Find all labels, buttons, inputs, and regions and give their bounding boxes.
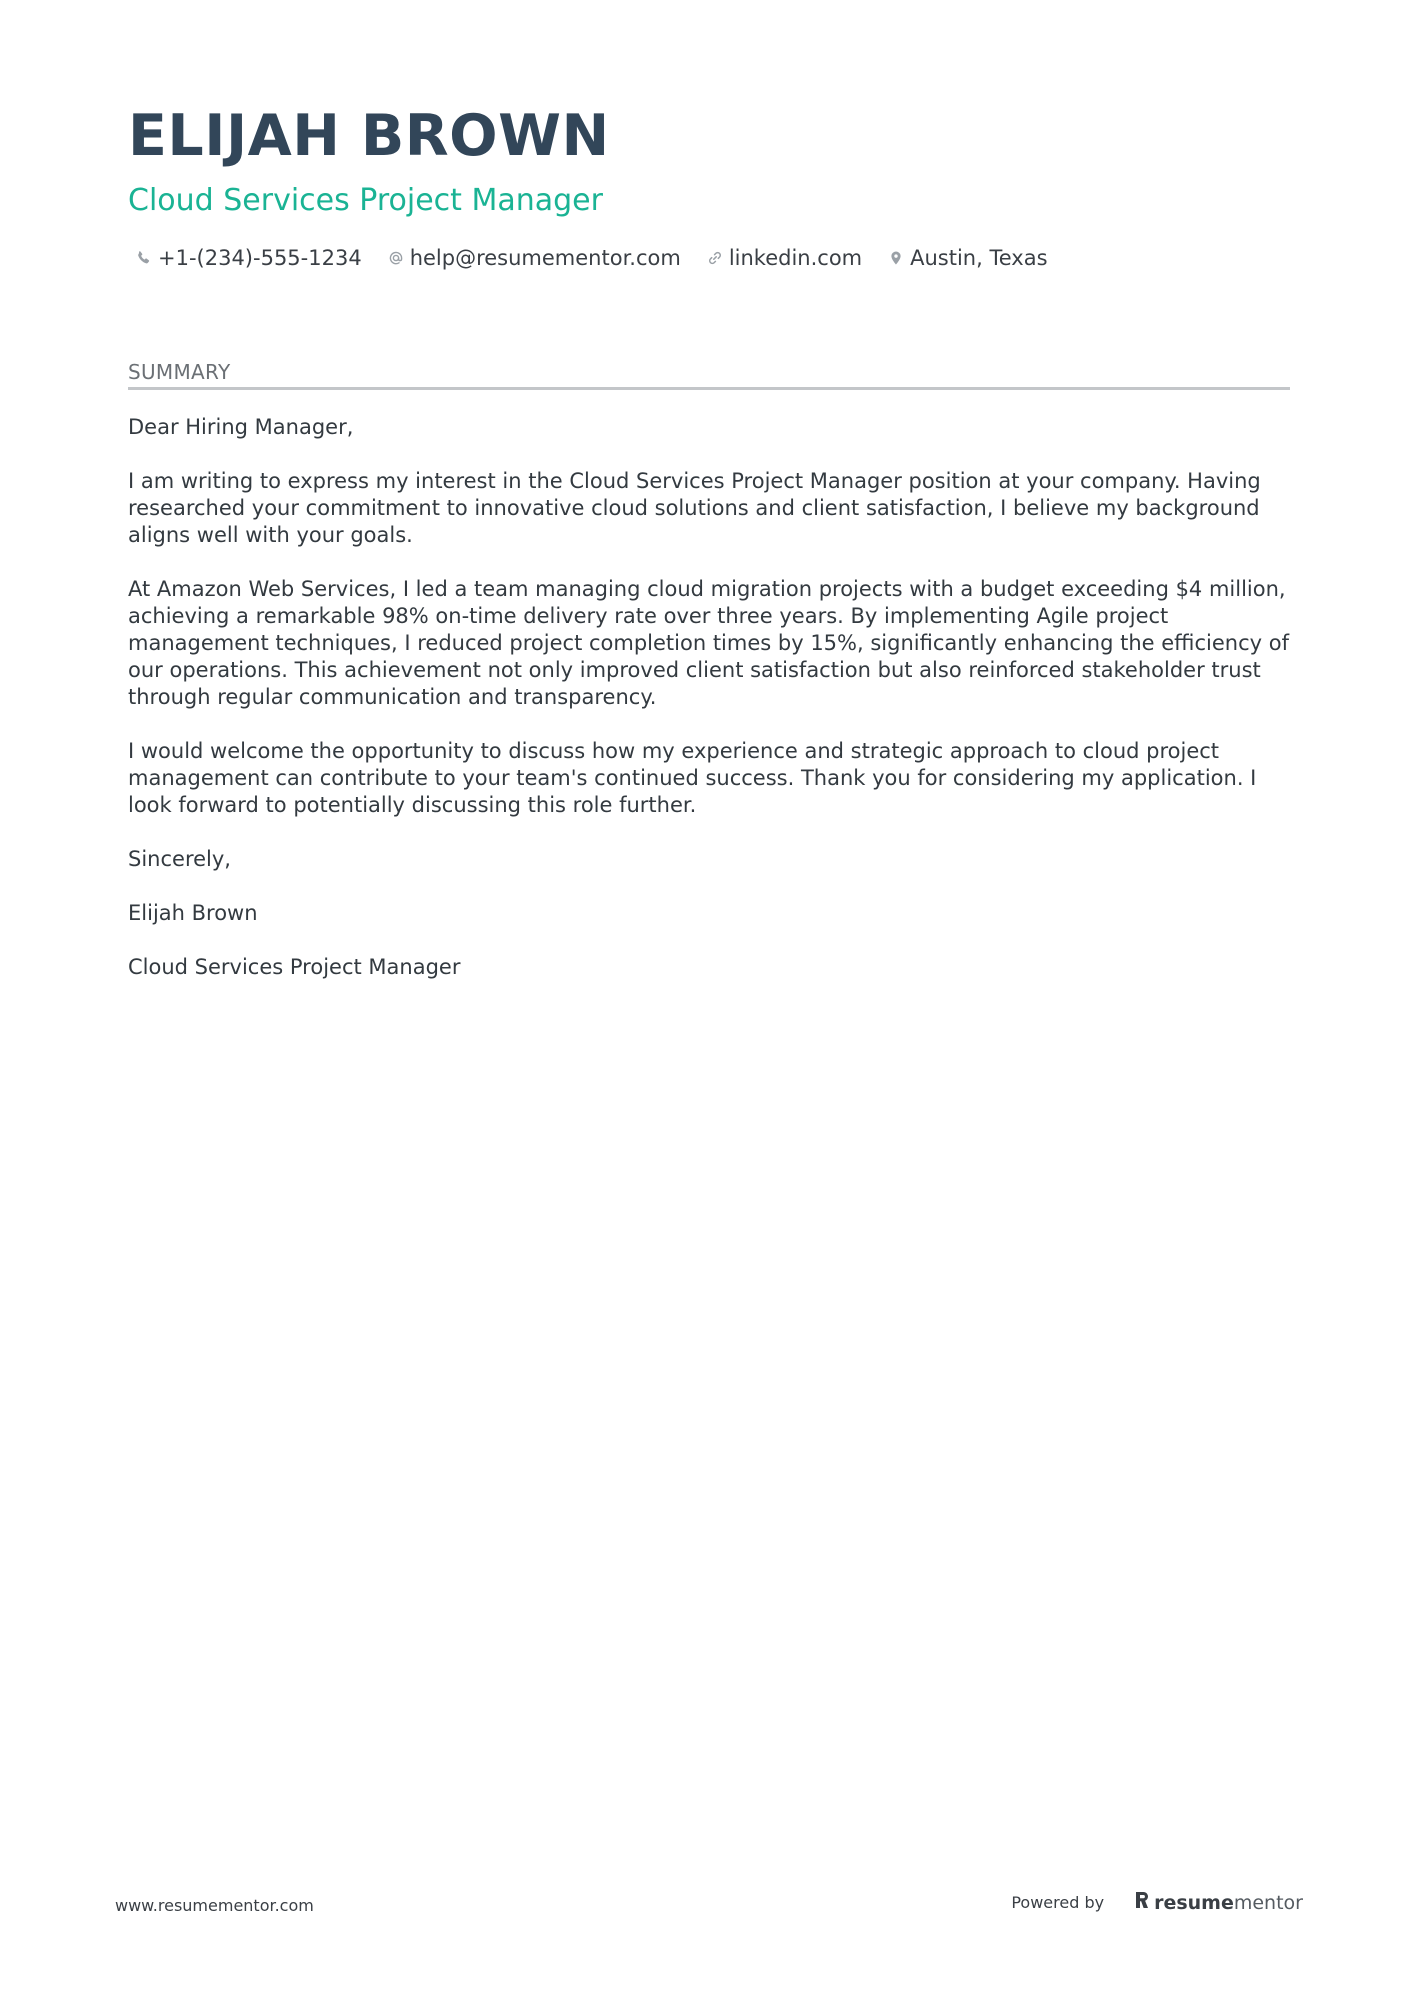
letter-paragraph: At Amazon Web Services, I led a team managing cloud migration projects with a budget exceeding $4 million, achieving a remarkable 98% on-time delivery rate over three years. By implementing Agile project management techniques, I reduced project completion times by 15%, significantly enhancing the efficiency of our operations. This achievement not only improved client satisfaction but also reinforced stakeholder trust through regular communication and transparency. (128, 577, 1289, 709)
map-pin-icon (888, 250, 904, 266)
signature-title: Cloud Services Project Manager (128, 955, 461, 979)
location-text: Austin, Texas (910, 246, 1048, 270)
email-text: help@resumementor.com (409, 246, 681, 270)
brand-name-light: mentor (1233, 1891, 1303, 1914)
applicant-name: ELIJAH BROWN (128, 103, 610, 169)
letter-greeting: Dear Hiring Manager, (128, 415, 354, 439)
letter-paragraph: I would welcome the opportunity to discuss how my experience and strategic approach to cloud project management can contribute to your team's continued success. Thank you for considering my application. I look forward to potentially discussing this role further. (128, 739, 1257, 817)
signature-name: Elijah Brown (128, 901, 258, 925)
applicant-role: Cloud Services Project Manager (128, 183, 603, 218)
linkedin-text: linkedin.com (728, 246, 863, 270)
phone-text: +1-(234)-555-1234 (158, 246, 362, 270)
letter-paragraph: I am writing to express my interest in the Cloud Services Project Manager position at your company. Having researched your commitment to innovative cloud solutions and client satisfaction, I believe my background aligns well with your goals. (128, 469, 1261, 547)
phone-icon (136, 250, 152, 266)
letter-closing: Sincerely, (128, 847, 231, 871)
contact-phone (136, 246, 362, 270)
footer-website[interactable]: www.resumementor.com (115, 1896, 314, 1915)
at-sign-icon (388, 250, 404, 266)
contact-location (888, 246, 1047, 270)
contact-bar (136, 246, 1048, 270)
contact-email (388, 246, 681, 270)
brand-name-bold: resume (1154, 1891, 1234, 1914)
powered-by-label: Powered by (1011, 1893, 1105, 1912)
link-icon (707, 250, 723, 266)
footer-branding (1011, 1890, 1303, 1915)
resumementor-logo-icon (1134, 1890, 1150, 1915)
section-title-summary: SUMMARY (128, 361, 1290, 390)
brand-logo[interactable] (1134, 1890, 1303, 1915)
contact-linkedin (707, 246, 862, 270)
letter-body (128, 414, 1290, 1008)
